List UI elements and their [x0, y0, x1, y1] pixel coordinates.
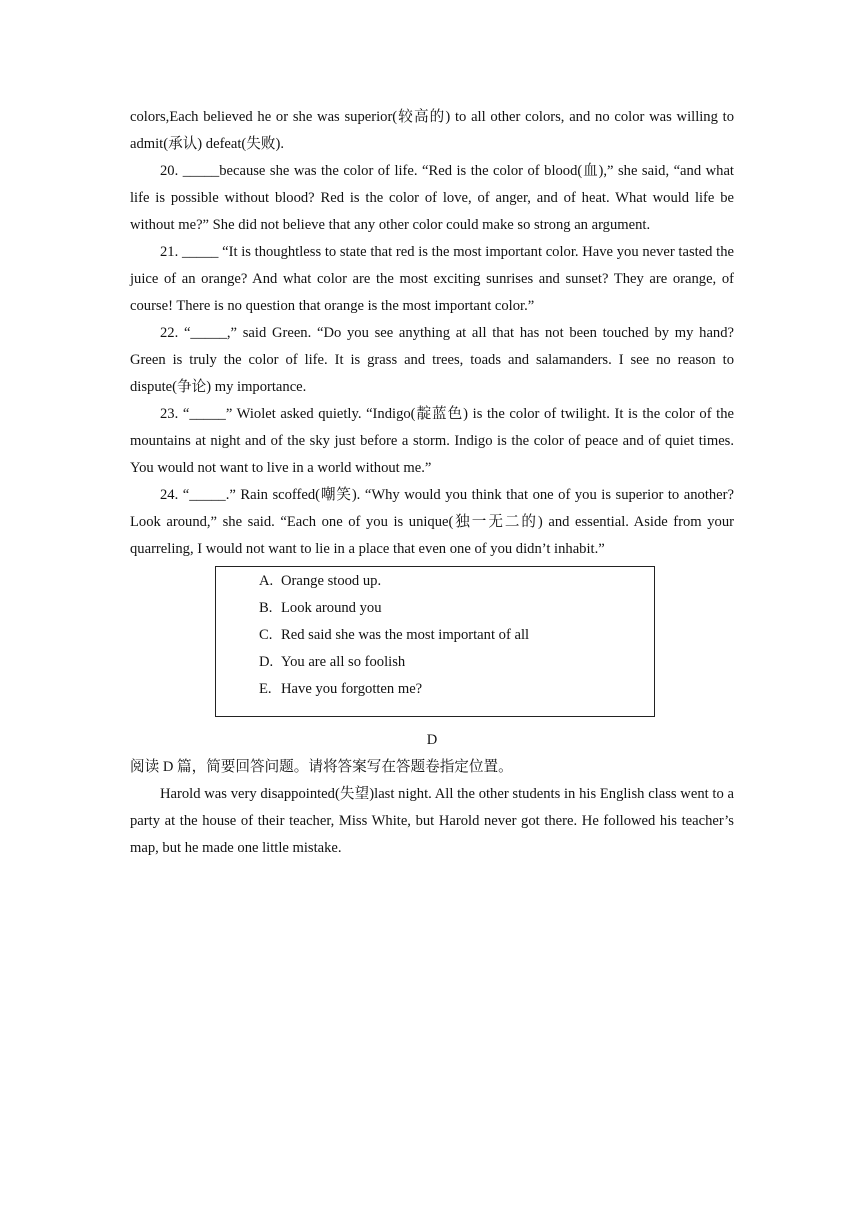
option-letter: C. — [259, 627, 273, 643]
option-text: Have you forgotten me? — [281, 681, 423, 697]
option-item-b — [259, 595, 654, 622]
paragraph-q21: 21. _____ “It is thoughtless to state that red is the most important color. Have you never tasted the juice of an orange? And what color are the most exciting sunrises and sunset? They are orange, of course! There is no question that orange is the most important color.” — [130, 244, 734, 314]
option-letter: B. — [259, 600, 273, 616]
option-item-c — [259, 622, 654, 649]
option-letter: E. — [259, 681, 272, 697]
options-list — [259, 568, 654, 703]
option-text: Look around you — [281, 600, 382, 616]
option-letter: D. — [259, 654, 274, 670]
paragraph-q23: 23. “_____” Wiolet asked quietly. “Indigo(靛蓝色) is the color of twilight. It is the color of the mountains at night and of the sky just before a storm. Indigo is the color of peace and of quiet times. You would not want to live in a world without me.” — [130, 406, 734, 476]
option-item-e — [259, 676, 654, 703]
paragraph-passage-d: Harold was very disappointed(失望)last night. All the other students in his English class went to a party at the house of their teacher, Miss White, but Harold never got there. He followed his teacher’s map, but he made one little mistake. — [130, 786, 734, 856]
options-box — [215, 566, 655, 717]
section-instruction: 阅读 D 篇，简要回答问题。请将答案写在答题卷指定位置。 — [130, 759, 513, 775]
paragraph-intro: colors,Each believed he or she was superior(较高的) to all other colors, and no color was willing to admit(承认) defeat(失败). — [130, 109, 734, 152]
paragraph-q20: 20. _____because she was the color of life. “Red is the color of blood(血),” she said, “and what life is possible without blood? Red is the color of love, of anger, and of heat. What would life be without me?” She did not believe that any other color could make so strong an argument. — [130, 163, 734, 233]
option-letter: A. — [259, 573, 274, 589]
paragraph-q22: 22. “_____,” said Green. “Do you see anything at all that has not been touched by my hand? Green is truly the color of life. It is grass and trees, toads and salamanders. I see no reason to dispute(争论) my importance. — [130, 325, 734, 395]
option-text: Red said she was the most important of all — [281, 627, 530, 643]
option-text: Orange stood up. — [281, 573, 382, 589]
section-title: D — [426, 732, 438, 748]
paragraph-q24: 24. “_____.” Rain scoffed(嘲笑). “Why would you think that one of you is superior to another? Look around,” she said. “Each one of you is unique(独一无二的) and essential. Aside from your quarreling, I would not want to lie in a place that even one of you didn’t inhabit.” — [130, 487, 734, 557]
document-body — [130, 104, 734, 862]
option-item-a — [259, 568, 654, 595]
option-item-d — [259, 649, 654, 676]
option-text: You are all so foolish — [281, 654, 406, 670]
